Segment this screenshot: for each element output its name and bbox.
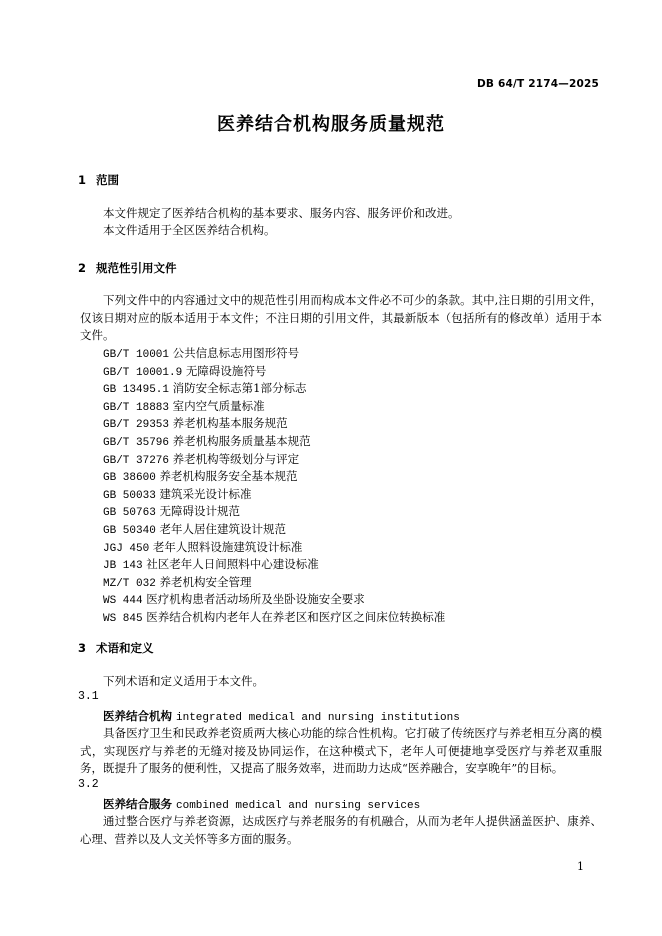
reference-code: GB 50033 [103,489,156,502]
reference-name: 医疗机构患者活动场所及坐卧设施安全要求 [146,592,365,607]
term-title [103,796,420,812]
reference-code: GB/T 10001 [103,349,170,361]
term-en: combined medical and nursing services [176,800,421,812]
reference-name: 养老机构基本服务规范 [172,416,288,431]
section-number: 3 [78,641,87,655]
paragraph: 下列术语和定义适用于本文件。 [103,674,264,688]
section-number: 2 [78,261,87,275]
reference-code: GB/T 10001.9 [103,366,183,379]
term-number: 3.1 [78,690,99,703]
reference-name: 老年人居住建筑设计规范 [159,521,286,536]
reference-code: GB/T 35796 [103,436,170,449]
reference-code: GB 50763 [103,507,156,520]
reference-name: 建筑采光设计标准 [159,486,252,501]
term-definition: 具备医疗卫生和民政养老资质两大核心功能的综合性机构。它打破了传统医疗与养老相互分离的模式，实现医疗与养老的无缝对接及协同运作，在这种模式下，老年人可便捷地享受医疗与养老双重服务，既提升了服务的便利性，又提高了服务效率，进而助力达成“医养融合，安享晚年”的目标。 [80,726,602,775]
reference-item [103,556,445,574]
document-title: 医养结合机构服务质量规范 [217,114,445,135]
reference-item [103,363,445,381]
term-zh: 医养结合机构 [103,709,172,723]
reference-item [103,380,445,398]
reference-code: WS 845 [103,612,143,625]
reference-code: GB/T 29353 [103,419,170,432]
reference-item [103,468,445,486]
reference-name: 养老机构安全管理 [159,574,252,589]
term-number: 3.2 [78,778,99,791]
reference-item [103,539,445,557]
term-en: integrated medical and nursing institutions [176,712,460,724]
reference-code: WS 444 [103,595,143,608]
term-title [103,708,460,724]
reference-name: 公共信息标志用图形符号 [172,346,300,360]
section-1-heading [78,172,119,188]
reference-code: MZ/T 032 [103,577,156,590]
term-definition: 通过整合医疗与养老资源，达成医疗与养老服务的有机融合，从而为老年人提供涵盖医护、康养、心理、营养以及人文关怀等多方面的服务。 [80,814,602,846]
term-zh: 医养结合服务 [103,797,172,811]
reference-code: GB 50340 [103,524,156,537]
reference-item [103,503,445,521]
reference-name: 社区老年人日间照料中心建设标准 [146,557,319,572]
reference-name: 医养结合机构内老年人在养老区和医疗区之间床位转换标准 [146,609,446,624]
reference-list [103,345,445,627]
reference-item [103,398,445,416]
reference-code: GB 13495.1 [103,384,170,397]
reference-item [103,591,445,609]
section-3-heading [78,640,154,656]
section-title: 规范性引用文件 [96,261,177,275]
reference-name: 老年人照料设施建筑设计标准 [152,539,303,554]
document-code: DB 64/T 2174—2025 [477,78,599,90]
reference-item [103,609,445,627]
reference-item [103,521,445,539]
reference-name: 养老机构服务质量基本规范 [172,433,311,448]
reference-code: JGJ 450 [103,542,150,555]
reference-name: 养老机构等级划分与评定 [172,451,300,466]
paragraph: 本文件适用于全区医养结合机构。 [103,223,276,237]
reference-code: GB 38600 [103,472,156,485]
reference-item [103,451,445,469]
section-number: 1 [78,173,87,187]
reference-item [103,415,445,433]
paragraph: 下列文件中的内容通过文中的规范性引用而构成本文件必不可少的条款。其中,注日期的引用文件，仅该日期对应的版本适用于本文件；不注日期的引用文件，其最新版本（包括所有的修改单）适用于本文件。 [80,293,602,342]
reference-code: JB 143 [103,560,143,573]
section-2-heading [78,260,177,276]
reference-item [103,345,445,363]
section-title: 术语和定义 [96,641,154,655]
reference-name: 室内空气质量标准 [172,398,265,413]
reference-name: 消防安全标志第1部分标志 [172,381,307,396]
paragraph: 本文件规定了医养结合机构的基本要求、服务内容、服务评价和改进。 [103,206,460,220]
reference-name: 无障碍设施符号 [185,363,267,378]
reference-code: GB/T 37276 [103,454,170,467]
section-title: 范围 [96,173,119,187]
reference-item [103,433,445,451]
reference-name: 养老机构服务安全基本规范 [159,469,298,484]
page-number: 1 [577,860,584,873]
reference-item [103,486,445,504]
reference-name: 无障碍设计规范 [159,504,240,519]
reference-code: GB/T 18883 [103,401,170,414]
reference-item [103,574,445,592]
